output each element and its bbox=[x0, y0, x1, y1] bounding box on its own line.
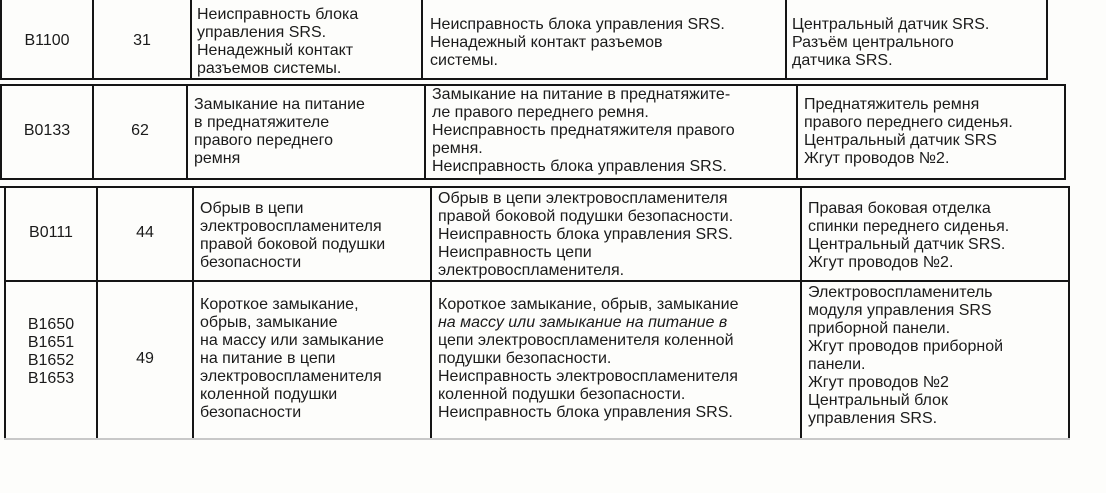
part-line: Жгут проводов приборной bbox=[808, 338, 1004, 355]
table-border bbox=[421, 0, 423, 80]
table-border bbox=[0, 78, 1048, 80]
table-border bbox=[800, 282, 802, 440]
table-border bbox=[430, 186, 432, 282]
error-number: 44 bbox=[136, 224, 154, 241]
table-border bbox=[1046, 0, 1048, 80]
cause-line: Неисправность блока управления SRS. bbox=[438, 404, 733, 421]
condition-line: Ненадежный контакт bbox=[197, 42, 354, 59]
cause-line: Обрыв в цепи электровоспламенителя bbox=[438, 190, 728, 207]
part-line: Жгут проводов №2. bbox=[804, 150, 950, 167]
table-border bbox=[190, 0, 192, 80]
table-border bbox=[796, 84, 798, 180]
table-border bbox=[785, 0, 787, 80]
part-line: правого переднего сиденья. bbox=[804, 114, 1013, 131]
table-border bbox=[0, 186, 1070, 188]
error-code: B1100 bbox=[24, 32, 70, 49]
part-line: спинки переднего сиденья. bbox=[808, 218, 1010, 235]
table-border bbox=[424, 84, 426, 180]
table-row-b0133 bbox=[0, 84, 1106, 180]
cause-line: Короткое замыкание, обрыв, замыкание bbox=[438, 296, 739, 313]
part-line: Преднатяжитель ремня bbox=[804, 96, 980, 113]
cause-line: Неисправность преднатяжителя правого bbox=[432, 122, 735, 139]
part-line: модуля управления SRS bbox=[808, 302, 992, 319]
part-line: датчика SRS. bbox=[792, 52, 893, 69]
condition-line: безопасности bbox=[200, 254, 302, 271]
table-border bbox=[800, 186, 802, 282]
table-border bbox=[0, 178, 1066, 180]
cause-line: электровоспламенителя. bbox=[438, 262, 625, 279]
error-number: 62 bbox=[131, 122, 149, 139]
condition-line: Обрыв в цепи bbox=[200, 200, 304, 217]
cause-line: Неисправность блока управления SRS. bbox=[438, 226, 733, 243]
cause-line: Неисправность электровоспламенителя bbox=[438, 368, 738, 385]
condition-line: обрыв, замыкание bbox=[200, 314, 338, 331]
table-border bbox=[4, 438, 1070, 440]
part-line: управления SRS. bbox=[808, 410, 938, 427]
part-line: приборной панели. bbox=[808, 320, 951, 337]
cause-line: Неисправность цепи bbox=[438, 244, 592, 261]
condition-line: Замыкание на питание bbox=[194, 96, 365, 113]
condition-line: разъемов системы. bbox=[197, 60, 342, 77]
cause-line: правой боковой подушки безопасности. bbox=[438, 208, 734, 225]
part-line: панели. bbox=[808, 356, 866, 373]
cause-line: коленной подушки безопасности. bbox=[438, 386, 686, 403]
condition-line: Неисправность блока bbox=[197, 6, 359, 23]
cause-line: на массу или замыкание на питание в bbox=[438, 314, 728, 331]
cause-line: цепи электровоспламенителя коленной bbox=[438, 332, 734, 349]
part-line: Центральный датчик SRS. bbox=[792, 16, 990, 33]
cause-line: ле правого переднего ремня. bbox=[432, 104, 649, 121]
condition-line: на питание в цепи bbox=[200, 350, 336, 367]
cause-line: подушки безопасности. bbox=[438, 350, 612, 367]
error-code: B1651 bbox=[27, 334, 75, 351]
condition-line: коленной подушки bbox=[200, 386, 338, 403]
table-border bbox=[186, 84, 188, 180]
part-line: Электровоспламенитель bbox=[808, 284, 993, 301]
condition-line: управления SRS. bbox=[197, 24, 327, 41]
part-line: Центральный блок bbox=[808, 392, 948, 409]
table-border bbox=[1064, 84, 1066, 180]
error-code: B0111 bbox=[29, 224, 73, 241]
part-line: Центральный датчик SRS. bbox=[808, 236, 1006, 253]
condition-line: Короткое замыкание, bbox=[200, 296, 359, 313]
part-line: Правая боковая отделка bbox=[808, 200, 991, 217]
cause-line: ремня. bbox=[432, 140, 483, 157]
condition-line: ремня bbox=[194, 150, 241, 167]
table-row-b1100 bbox=[0, 0, 1106, 80]
cause-line: системы. bbox=[430, 52, 498, 69]
table-row-b1650 bbox=[0, 282, 1106, 440]
error-code: B1652 bbox=[27, 352, 75, 369]
part-line: Разъём центрального bbox=[792, 34, 954, 51]
part-line: Жгут проводов №2. bbox=[808, 254, 954, 271]
error-number: 49 bbox=[136, 350, 154, 367]
table-border bbox=[1068, 186, 1070, 282]
part-line: Жгут проводов №2 bbox=[808, 374, 949, 391]
condition-line: в преднатяжителе bbox=[194, 114, 330, 131]
part-line: Центральный датчик SRS bbox=[804, 132, 997, 149]
cause-line: Замыкание на питание в преднатяжите- bbox=[432, 86, 731, 103]
condition-line: правого переднего bbox=[194, 132, 333, 149]
table-border bbox=[1068, 282, 1070, 440]
error-code: B1650 bbox=[27, 316, 75, 333]
table-border bbox=[430, 282, 432, 440]
cause-line: Ненадежный контакт разъемов bbox=[430, 34, 663, 51]
cause-line: Неисправность блока управления SRS. bbox=[430, 16, 725, 33]
condition-line: безопасности bbox=[200, 404, 302, 421]
table-border bbox=[192, 186, 194, 282]
condition-line: электровоспламенителя bbox=[200, 368, 382, 385]
error-number: 31 bbox=[133, 32, 151, 49]
table-row-b0111 bbox=[0, 186, 1106, 282]
condition-line: электровоспламенителя bbox=[200, 218, 382, 235]
cause-line: Неисправность блока управления SRS. bbox=[432, 158, 727, 175]
condition-line: на массу или замыкание bbox=[200, 332, 384, 349]
table-border bbox=[192, 282, 194, 440]
condition-line: правой боковой подушки bbox=[200, 236, 386, 253]
error-code: B1653 bbox=[27, 370, 75, 387]
error-code: B0133 bbox=[23, 122, 71, 139]
